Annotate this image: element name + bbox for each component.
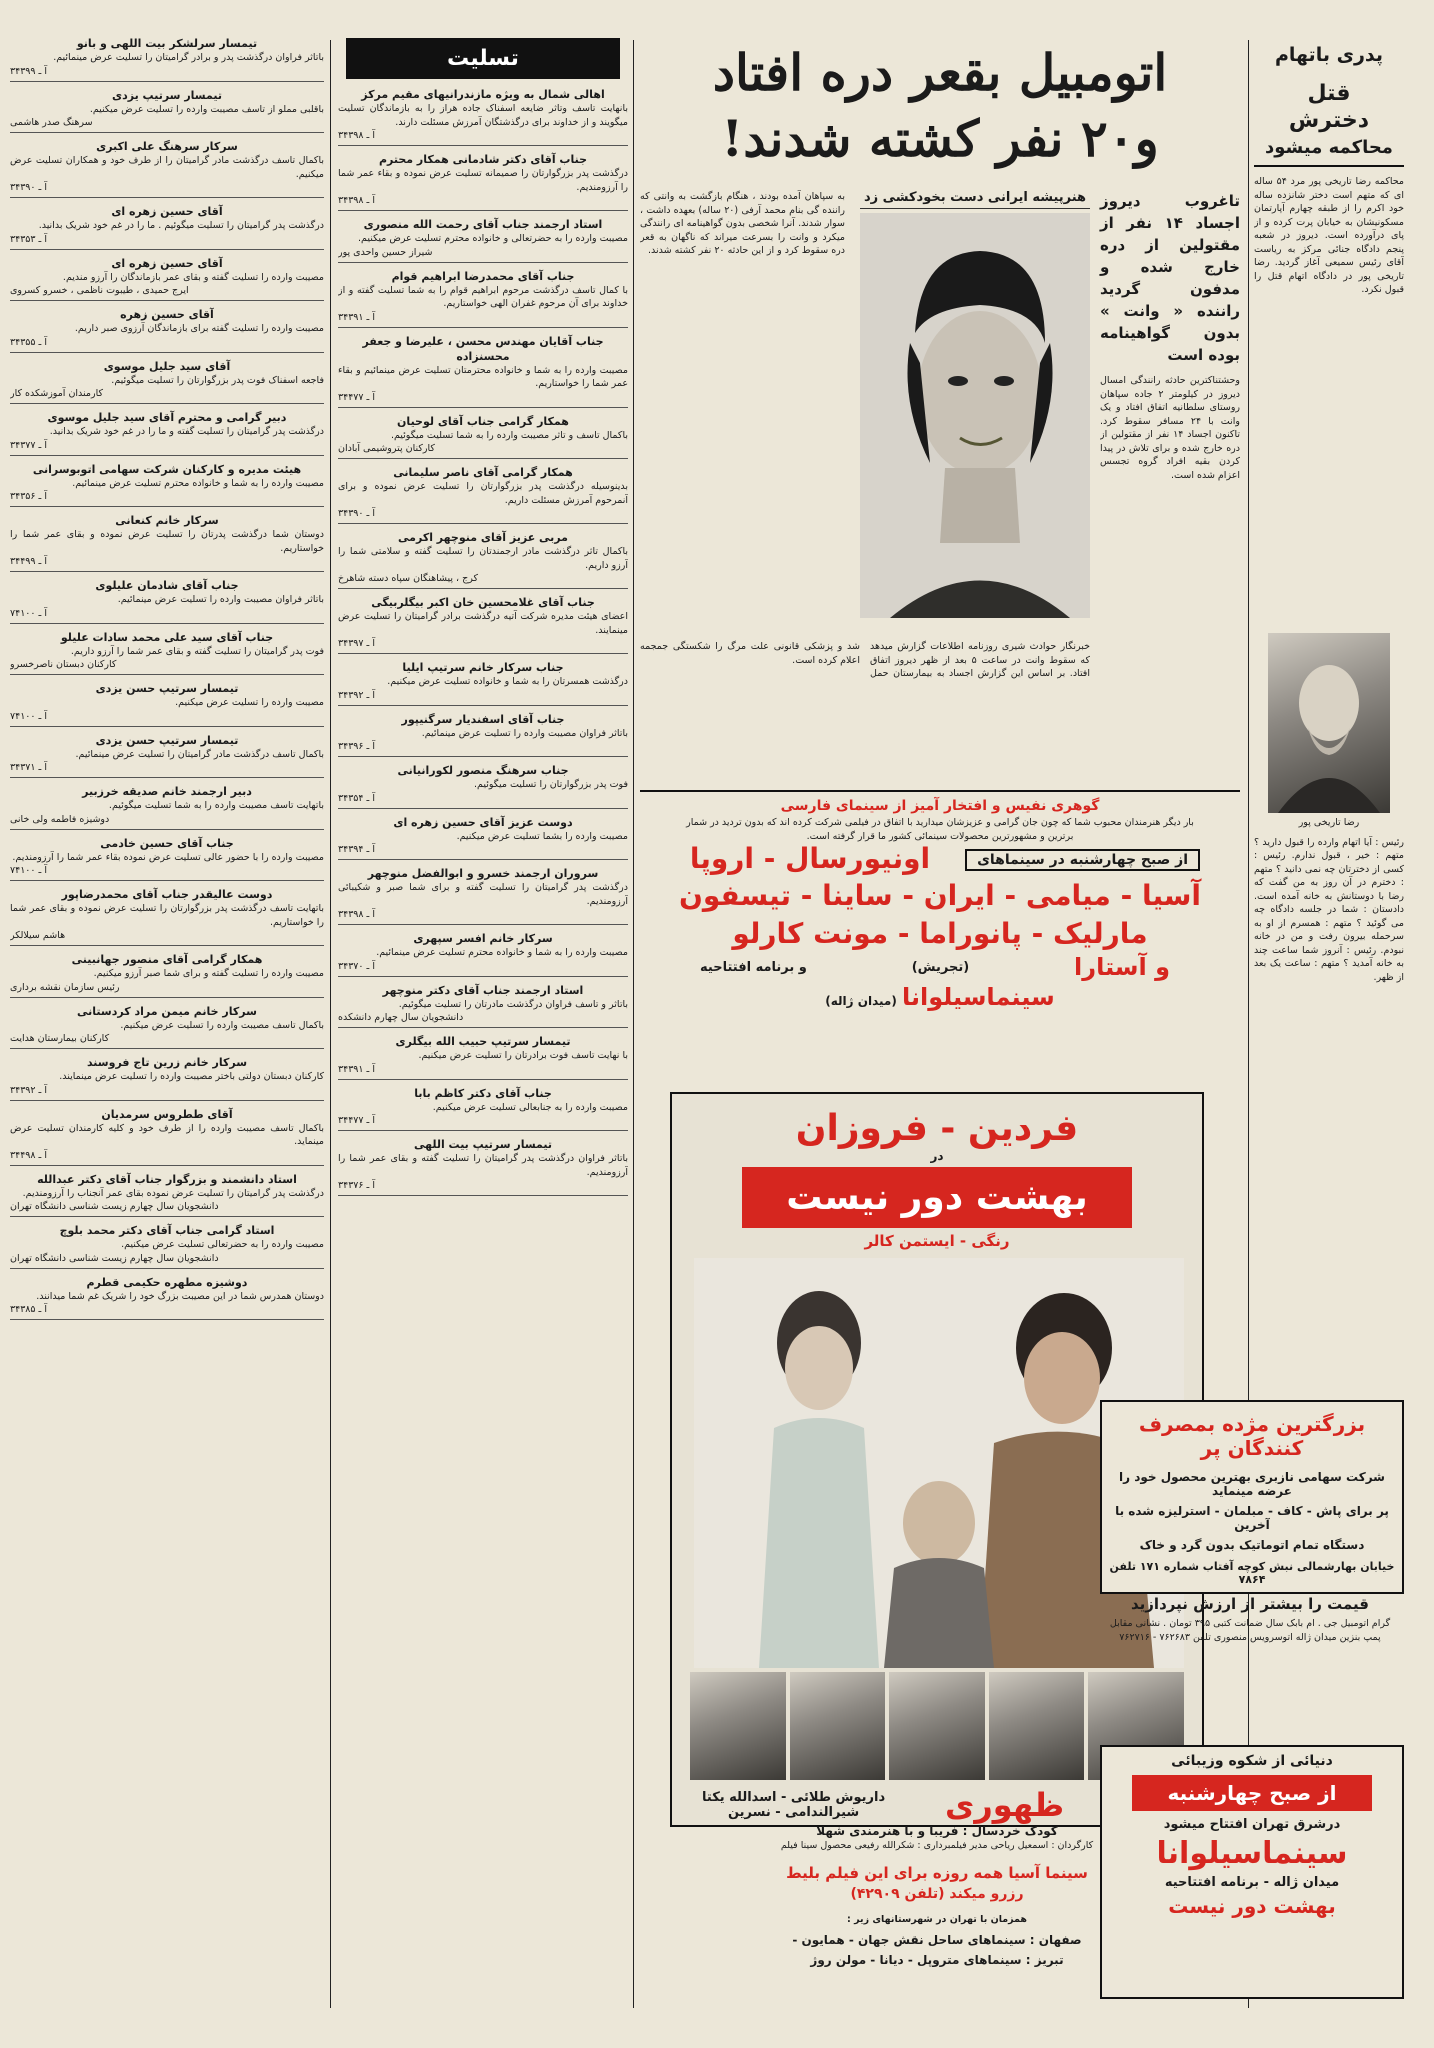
notice-title: جناب آقای دکتر کاظم بابا — [414, 1086, 552, 1100]
zhaleh-square: (میدان ژاله) — [825, 994, 897, 1008]
notice-body: دوستان همدرس شما در این مصیبت بزرگ خود را شریک غم شما میدانند. — [36, 1290, 324, 1302]
condolence-notice — [10, 359, 324, 405]
notice-signature: آ ـ ۳۴۳۹۰ — [338, 508, 375, 519]
left-column — [10, 36, 324, 2014]
notice-title: جناب آقای محمدرضا ابراهیم قوام — [391, 269, 575, 283]
cinemas-line-2: آسیا - میامی - ایران - ساینا - تیسفون — [678, 879, 1202, 912]
condolence-title: تسلیت — [346, 38, 620, 79]
notice-title: جناب آقایان مهندس محسن ، علیرضا و جعفر محسنزاده — [362, 334, 604, 363]
left-notice-list — [10, 36, 324, 1320]
notice-divider — [10, 880, 324, 881]
notice-divider — [10, 1048, 324, 1049]
notice-divider — [338, 924, 628, 925]
notice-body: باقلبی مملو از تاسف مصیبت وارده را تسلیت عرض میکنیم. — [89, 103, 324, 115]
notice-title: جناب آقای غلامحسین خان اکبر بیگلربیگی — [371, 596, 595, 609]
condolence-notice — [10, 784, 324, 830]
notice-body: باکمال تاسف و تاثر مصیبت وارده را به شما تسلیت میگوئیم. — [390, 429, 628, 441]
right-column — [1254, 36, 1404, 2014]
ad-intro-body: بار دیگر هنرمندان محبوب شما که چون جان گرامی و عزیزشان میدارید با اتفاق در فیلمی شرکت کرده اند که بدون تردید در شمار برترین و مشهورترین محصولات سینمائی کشور ما قرار گرفته است. — [686, 817, 1194, 842]
notice-divider — [338, 588, 628, 589]
notice-body: مصیبت وارده را تسلیت گفته و برای شما صبر آرزو میکنیم. — [93, 968, 324, 979]
notice-title: سرکار خانم زرین تاج فروسند — [86, 1056, 248, 1069]
notice-signature: دانشجویان سال چهارم زیست شناسی دانشگاه تهران — [10, 1201, 219, 1212]
notice-title: سرکار خانم میمن مراد کردستانی — [77, 1004, 257, 1018]
notice-title: جناب سرکار خانم سرتیپ ایلیا — [402, 661, 564, 674]
notice-signature: آ ـ ۳۴۳۹۸ — [338, 195, 375, 206]
condolence-notice — [338, 595, 628, 654]
silvana-row — [640, 983, 1240, 1011]
notice-signature: کارکنان دبستان ناصرخسرو — [10, 659, 117, 670]
notice-body: بانهایت تاسف وتاثر ضایعه اسفناک جاده هراز را به بازماندگان تسلیت میگویند و از خداوند برای درگذشتگان آمرزش مسئلت دارند. — [338, 103, 628, 128]
tajrish: (تجریش) — [911, 959, 970, 975]
notice-divider — [10, 197, 324, 198]
notice-divider — [338, 756, 628, 757]
condolence-notice — [10, 952, 324, 998]
notice-signature: آ ـ ۳۴۴۹۹ — [10, 556, 47, 567]
film-still — [989, 1672, 1085, 1780]
silvana-ad — [1100, 1745, 1404, 1999]
notice-divider — [338, 1130, 628, 1131]
notice-title: استاد ارجمند جناب آقای رحمت الله منصوری — [363, 218, 603, 231]
notice-signature: آ ـ ۳۴۳۷۶ — [338, 1180, 375, 1191]
right-headline-2: قتل — [1307, 80, 1351, 106]
notice-body: باتاثر فراوان درگذشت پدر و برادر گرامیتان را تسلیت عرض مینمائیم. — [53, 52, 324, 63]
notice-title: تیمسار سرتیپ حسن یزدی — [95, 682, 239, 695]
silvana-ad-line-2: از صبح چهارشنبه — [1132, 1775, 1372, 1811]
notice-signature: هاشم سیلالکر — [10, 930, 66, 941]
notice-title: دبیر گرامی و محترم آقای سید جلیل موسوی — [47, 411, 287, 424]
notice-title: جناب آقای اسفندیار سرگنیپور — [401, 712, 565, 726]
notice-body: دوستان شما درگذشت پدرتان را تسلیت عرض نموده و بقای عمر شما را خواستاریم. — [10, 529, 324, 554]
notice-divider — [10, 403, 324, 404]
notice-title: تیمسار سرتیپ یزدی — [112, 88, 222, 102]
notice-body: درگذشت پدر گرامیتان را تسلیت عرض نموده بقای عمر آنجناب را آرزومندیم. — [22, 1187, 324, 1199]
right-story-body-2: رئیس : آیا اتهام وارده را قبول دارید ؟ متهم : خیر ، قبول ندارم. رئیس : کسی از دخترتان چه نمی دانید ؟ متهم : دخترم در آن روز به من گفت که رضا با دوستانش به خانه آمده است. دادستان : شما در جلسه دادگاه چه می گوئید ؟ متهم : همسرم از او به سرحمله بیرون رفت و من در خانه نبودم. رئیس : آنروز شما ساعت چند به خانه آمدید ؟ متهم : ساعت یک بعد از ظهر. — [1254, 836, 1404, 983]
notice-divider — [338, 407, 628, 408]
column-rule — [633, 40, 634, 2008]
cinemas-line-1: اونیورسال - اروپا — [689, 842, 931, 875]
notice-body: مصیبت وارده را به شما و خانواده محترم تسلیت عرض مینمائیم. — [72, 477, 324, 489]
cast-child: کودک خردسال : فریبا و با هنرمندی شهلا — [816, 1824, 1058, 1838]
notice-body: درگذشت همسرتان را به شما و خانواده تسلیت عرض میکنیم. — [387, 676, 628, 687]
tabriz-cinemas: تبریز : سینماهای متروپل - دیانا - مولن روژ — [810, 1953, 1064, 1967]
notice-title: دبیر ارجمند خانم صدیقه خرزبیر — [82, 785, 252, 798]
cast-1: داریوش طلائی - اسدالله یکتا — [702, 1790, 886, 1805]
condolence-notice — [10, 681, 324, 727]
notice-title: جناب آقای حسین خادمی — [100, 836, 234, 850]
notice-divider — [10, 726, 324, 727]
notice-title: جناب آقای سید علی محمد سادات علیلو — [60, 630, 274, 644]
notice-title: هیئت مدیره و کارکنان شرکت سهامی اتوبوسرانی — [32, 462, 302, 476]
notice-signature: آ ـ ۳۴۳۵۴ — [338, 792, 375, 804]
condolence-notice — [10, 630, 324, 676]
notice-signature: دوشیزه فاطمه ولی خانی — [10, 813, 110, 825]
isfahan-cinemas: صفهان : سینماهای ساحل نقش جهان - همایون - — [792, 1933, 1082, 1947]
actress-photo — [860, 213, 1090, 618]
silvana-ad-line-4: سینماسیلوانا — [1156, 1836, 1348, 1871]
condolence-notice — [10, 836, 324, 882]
condolence-notice — [338, 269, 628, 328]
notice-title: اهالی شمال به ویژه مازندرانیهای مقیم مرکز — [361, 88, 605, 101]
notice-body: باتهایت تاسف درگذشت پدر بزرگوارتان را تسلیت عرض نموده و بقای عمر شما را خواستاریم. — [10, 903, 324, 928]
notice-title: تیمسار سرلشکر بیت اللهی و بانو — [76, 37, 258, 50]
car-ad — [1100, 1595, 1400, 1705]
condolence-list — [338, 87, 628, 1196]
notice-title: همکار گرامی آقای ناصر سلیمانی — [393, 466, 573, 479]
condolence-notice — [10, 410, 324, 456]
notice-body: فاجعه اسفناک فوت پدر بزرگوارتان را تسلیت میگوئیم. — [111, 374, 324, 386]
notice-divider — [10, 623, 324, 624]
notice-signature: شیراز حسین واحدی پور — [338, 246, 433, 258]
notice-body: باتاثر و تاسف فراوان درگذشت مادرتان را تسلیت میگوئیم. — [398, 998, 628, 1010]
cinemas-line-4: و آستارا — [1074, 953, 1170, 981]
notice-signature: آ ـ ۳۴۳۸۵ — [10, 1304, 47, 1315]
notice-divider — [10, 829, 324, 830]
column-rule — [330, 40, 331, 2008]
story-body-bottom: خبرنگار حوادث شیری روزنامه اطلاعات گزارش میدهد که سقوط وانت در ساعت ۵ بعد از ظهر دیروز اتفاق افتاد. بر اساس این گزارش اجساد به بیمارستان حمل شد و پزشکی قانونی علت مرگ را شکستگی جمجمه اعلام کرده است. — [640, 641, 1090, 679]
cast-names — [702, 1790, 885, 1820]
notice-title: آقای حسین زهره ای — [111, 256, 223, 270]
notice-title: آقای سید جلیل موسوی — [103, 359, 231, 373]
silvana-ad-line-3: درشرق تهران افتتاح میشود — [1163, 1817, 1341, 1832]
notice-body: مصیبت وارده را به شما و خانواده محترمتان تسلیت عرض مینمائیم و بقاء عمر شما را خواستاریم. — [338, 364, 628, 389]
condolence-notice — [10, 513, 324, 572]
notice-divider — [10, 571, 324, 572]
notice-body: مصیبت وارده را به حضرتعالی تسلیت عرض میکنیم. — [121, 1239, 324, 1250]
notice-divider — [10, 352, 324, 353]
notice-title: آقای حسین زهره — [120, 308, 214, 321]
notice-body: مصیبت وارده را به حضرتعالی و خانواده محترم تسلیت عرض میکنیم. — [358, 233, 628, 244]
notice-title: استاد ارجمند جناب آقای دکتر منوچهر — [382, 983, 584, 997]
notice-body: درگذشت پدر گرامیتان را تسلیت میگوئیم . ما را در غم خود شریک بدانید. — [38, 220, 324, 231]
silvana-ad-line-1: دنیائی از شکوه وزیبائی — [1171, 1753, 1333, 1769]
condolence-notice — [338, 1086, 628, 1132]
condolence-notice — [10, 36, 324, 82]
condolence-notice — [10, 733, 324, 779]
notice-body: مصیبت وارده را تسلیت گفته برای بازماندگان آرزوی صبر داریم. — [74, 323, 324, 334]
notice-body: بدینوسیله درگذشت پدر بزرگوارتان را تسلیت عرض نموده و برای آنمرحوم آمرزش مسئلت داریم. — [338, 481, 628, 506]
notice-signature: آ ـ ۳۴۳۹۸ — [338, 909, 375, 920]
notice-body: مصیبت وارده را به شما و خانواده محترم تسلیت عرض مینمائیم. — [376, 947, 628, 958]
notice-body: باتهایت تاسف مصیبت وارده را به شما تسلیت میگوئیم. — [108, 800, 324, 811]
story-body-right: وحشتناکترین حادثه رانندگی امسال دیروز در کیلومتر ۲ جاده سپاهان روستای سلطانیه اتفاق افتاد و یک وانت با ۲۴ مسافر سقوط کرد. تاکنون اجساد ۱۴ نفر از مقتولین از دره خارج شده و برای تلاش در پیدا کردن بقیه افراد گروه تجسس اعزام شده است. — [1100, 375, 1240, 481]
condolence-notice — [10, 1055, 324, 1101]
notice-divider — [338, 210, 628, 211]
notice-signature: آ ـ ۳۴۳۹۹ — [10, 65, 47, 77]
notice-signature: آ ـ ۳۴۳۷۱ — [10, 762, 47, 773]
silvana-ad-line-6: بهشت دور نیست — [1168, 1894, 1336, 1918]
notice-signature: آ ـ ۷۴۱۰۰ — [10, 710, 47, 722]
condolence-notice — [338, 152, 628, 211]
notice-signature: کارکنان پتروشیمی آبادان — [338, 443, 435, 454]
condolence-notice — [10, 1223, 324, 1269]
notice-body: باکمال تاسف مصیبت وارده را از طرف خود و کلیه کارمندان تسلیت عرض مینماید. — [10, 1122, 324, 1147]
notice-divider — [10, 506, 324, 507]
notice-divider — [10, 1165, 324, 1166]
pillow-ad-line-3: دستگاه تمام اتوماتیک بدون گرد و خاک — [1139, 1538, 1365, 1552]
notice-signature: آ ـ ۷۴۱۰۰ — [10, 607, 47, 619]
notice-signature: آ ـ ۳۴۳۹۲ — [10, 1084, 47, 1096]
portrait-icon — [1268, 633, 1390, 813]
condolence-notice — [338, 866, 628, 925]
notice-title: جناب سرهنگ منصور لکورانیانی — [397, 764, 569, 777]
cinemas-line-3: مارلیک - پانوراما - مونت کارلو — [732, 917, 1148, 950]
notice-divider — [338, 976, 628, 977]
film-still — [790, 1672, 886, 1780]
notice-divider — [338, 523, 628, 524]
notice-signature: رئیس سازمان نقشه برداری — [10, 981, 120, 993]
pillow-ad — [1100, 1400, 1404, 1594]
notice-title: جناب آقای شادمان علیلوی — [95, 579, 239, 592]
condolence-notice — [338, 1034, 628, 1080]
notice-title: دوست عالیقدر جناب آقای محمدرضاپور — [61, 888, 273, 901]
notice-divider — [338, 808, 628, 809]
notice-signature: آ ـ ۳۴۳۹۰ — [10, 182, 47, 193]
condolence-notice — [338, 465, 628, 524]
notice-signature: دانشجویان سال چهارم دانشکده — [338, 1012, 464, 1023]
condolence-notice — [10, 139, 324, 198]
notice-title: دوست عزیز آقای حسین زهره ای — [393, 815, 573, 829]
from-wednesday-box: از صبح چهارشنبه در سینماهای — [965, 849, 1200, 871]
photo-caption: رضا تاریخی پور — [1298, 817, 1360, 829]
notice-signature: کارمندان آموزشکده کار — [10, 388, 104, 399]
condolence-notice — [10, 578, 324, 624]
notice-divider — [338, 327, 628, 328]
subhead: تاغروب دیروز اجساد ۱۴ نفر از مقتولین از دره خارج شده و مدفون گردید راننده « وانت » بدون گواهینامه بوده است — [1100, 192, 1240, 364]
notice-signature: سرهنگ صدر هاشمی — [10, 117, 93, 128]
notice-title: سرکار خانم کنعانی — [115, 514, 219, 527]
notice-divider — [10, 455, 324, 456]
right-headline-4: محاکمه میشود — [1254, 137, 1404, 168]
notice-body: باکمال تاثر درگذشت مادر ارجمندتان را تسلیت گفته و سلامتی شما را آرزو داریم. — [338, 546, 628, 571]
zohouri: ظهوری — [945, 1786, 1065, 1824]
condolence-notice — [10, 887, 324, 946]
condolence-column — [338, 36, 628, 2014]
notice-body: مصیبت وارده را تسلیت عرض میکنیم. — [175, 697, 324, 708]
notice-signature: آ ـ ۳۴۴۷۷ — [338, 1115, 375, 1126]
notice-signature: آ ـ ۳۴۳۹۱ — [338, 1063, 375, 1075]
notice-divider — [10, 777, 324, 778]
notice-divider — [338, 859, 628, 860]
notice-divider — [10, 997, 324, 998]
defendant-photo — [1268, 633, 1390, 813]
pillow-ad-address: خیابان بهارشمالی نبش کوچه آفتاب شماره ۱۷۱ تلفن ۷۸۶۴ — [1109, 1560, 1395, 1586]
notice-divider — [10, 249, 324, 250]
asia-note: سینما آسیا همه روزه برای این فیلم بلیط — [786, 1864, 1088, 1882]
notice-signature: ایرج حمیدی ، طیبوت ناظمی ، خسرو کسروی — [10, 285, 189, 296]
notice-body: کارکنان دبستان دولتی باختر مصیبت وارده را تسلیت عرض مینمایند. — [59, 1071, 324, 1082]
notice-body: با نهایت تاسف فوت برادرتان را تسلیت عرض میکنیم. — [418, 1050, 628, 1061]
subhead-box — [1100, 190, 1240, 704]
notice-title: استاد گرامی جناب آقای دکتر محمد بلوچ — [59, 1224, 275, 1237]
simul-note: همزمان با تهران در شهرستانهای زیر : — [846, 1913, 1028, 1925]
notice-signature: آ ـ ۳۴۳۷۷ — [10, 439, 47, 451]
condolence-notice — [338, 87, 628, 146]
notice-body: فوت پدر گرامیتان را تسلیت گفته و بقای عمر شما را آرزو داریم. — [70, 645, 324, 657]
notice-signature: آ ـ ۳۴۴۷۷ — [338, 391, 375, 403]
actress-portrait-icon — [860, 213, 1090, 618]
condolence-notice — [338, 530, 628, 589]
notice-body: باکمال تاسف درگذشت مادر گرامیتان را از طرف خود و همکاران تسلیت عرض میکنیم. — [10, 155, 324, 180]
reserve-note: رزرو میکند (تلفن ۴۲۹۰۹) — [850, 1886, 1024, 1902]
condolence-notice — [10, 256, 324, 302]
notice-body: با کمال تاسف درگذشت مرحوم ابراهیم قوام را به شما تسلیت گفته و از خداوند برای آن مرحوم غفران الهی خواستاریم. — [338, 284, 628, 309]
film-still — [889, 1672, 985, 1780]
story-left-col — [640, 190, 845, 630]
notice-body: فوت پدر بزرگوارتان را تسلیت میگوئیم. — [473, 779, 628, 790]
notice-title: آقای ططروس سرمدیان — [101, 1107, 233, 1121]
notice-signature: آ ـ ۳۴۳۹۷ — [338, 638, 375, 649]
pillow-ad-line-1: شرکت سهامی نازبری بهترین محصول خود را عرضه مینماید — [1119, 1470, 1385, 1498]
notice-divider — [10, 1319, 324, 1320]
condolence-notice — [338, 334, 628, 408]
film-title: بهشت دور نیست — [742, 1167, 1132, 1228]
condolence-notice — [338, 931, 628, 977]
notice-divider — [338, 653, 628, 654]
column-rule — [1248, 40, 1249, 2008]
notice-divider — [338, 145, 628, 146]
notice-divider — [338, 262, 628, 263]
pillow-ad-title: بزرگترین مژده بمصرف کنندگان پر — [1138, 1412, 1366, 1460]
notice-signature: کارکنان بیمارستان هدایت — [10, 1033, 110, 1044]
condolence-notice — [338, 983, 628, 1029]
condolence-notice — [338, 763, 628, 809]
notice-body: مصیبت وارده را تسلیت گفته و بقای عمر بازماندگان را آرزو مندیم. — [62, 271, 324, 283]
notice-signature: آ ـ ۳۴۳۹۸ — [338, 130, 375, 141]
notice-body: مصیبت وارده را بشما تسلیت عرض میکنیم. — [456, 830, 628, 842]
condolence-notice — [338, 815, 628, 861]
notice-body: اعضای هیئت مدیره شرکت آتیه درگذشت برادر گرامیتان را تسلیت عرض مینمایند. — [338, 611, 628, 636]
notice-body: باکمال تاسف مصیبت وارده را تسلیت عرض میکنیم. — [120, 1019, 324, 1031]
notice-body: درگذشت پدر گرامیتان را تسلیت گفته و برای شما صبر و شکیبائی آرزومندیم. — [338, 882, 628, 907]
notice-body: درگذشت پدر گرامیتان را تسلیت گفته و ما را در غم خود شریک بدانید. — [49, 426, 324, 437]
notice-divider — [338, 1079, 628, 1080]
silvana-ad-line-5: میدان ژاله - برنامه افتتاحیه — [1164, 1875, 1340, 1890]
condolence-notice — [10, 307, 324, 353]
notice-signature: آ ـ ۳۴۳۹۱ — [338, 311, 375, 323]
notice-divider — [338, 705, 628, 706]
notice-signature: آ ـ ۳۴۴۹۸ — [10, 1149, 47, 1161]
notice-divider — [10, 132, 324, 133]
notice-body: مصیبت وارده را با حضور عالی تسلیت عرض نموده بقاء عمر شما را آرزومندیم. — [12, 851, 324, 863]
opening-program: و برنامه افتتاحیه — [700, 959, 807, 975]
condolence-notice — [10, 1275, 324, 1321]
main-headline-2: و۲۰ نفر کشته شدند! — [721, 109, 1159, 168]
notice-divider — [10, 1100, 324, 1101]
notice-title: تیمسار سرتیپ حسن یزدی — [95, 733, 239, 747]
car-ad-body: گرام اتومبیل جی . ام بابک سال ضمانت کتبی ۳۹۵ تومان . نشانی مقابل پمپ بنزین میدان ژاله اتوسرویس منصوری تلفن ۷۶۲۶۸۳ - ۷۶۲۷۱۶ — [1109, 1618, 1391, 1643]
notice-signature: آ ـ ۷۴۱۰۰ — [10, 865, 47, 876]
notice-divider — [10, 674, 324, 675]
condolence-notice — [10, 462, 324, 508]
notice-title: آقای حسین زهره ای — [111, 205, 223, 218]
film-dar: در — [930, 1149, 944, 1163]
notice-title: تیمسار سرتیپ حبیب الله بیگلری — [395, 1035, 571, 1048]
film-still — [690, 1672, 786, 1780]
notice-title: مربی عزیز آقای منوچهر اکرمی — [398, 531, 568, 544]
condolence-notice — [10, 1107, 324, 1166]
notice-signature: آ ـ ۳۴۳۹۶ — [338, 741, 375, 752]
right-headline-3: دخترش — [1288, 108, 1370, 134]
condolence-notice — [10, 1172, 324, 1218]
notice-title: سرکار سرهنگ علی اکبری — [96, 140, 238, 153]
film-crew: کارگردان : اسمعیل ریاحی مدیر فیلمبرداری : شکرالله رفیعی محصول سینا فیلم — [780, 1839, 1094, 1851]
cinemas-row-4 — [640, 953, 1240, 981]
notice-signature: کرج ، پیشاهنگان سپاه دسته شاهرخ — [338, 573, 479, 584]
notice-signature: آ ـ ۳۴۳۵۳ — [10, 233, 47, 245]
notice-divider — [338, 458, 628, 459]
notice-title: دوشیزه مطهره حکیمی قطرم — [86, 1275, 248, 1289]
notice-signature: آ ـ ۳۴۳۹۲ — [338, 689, 375, 701]
story-body-left: به سپاهان آمده بودند ، هنگام بازگشت به وانتی که راننده گی بنام محمد آرفی (۲۰ ساله) بعهده داشت ، سوار شدند. آنرا شخصی بدون گواهینامه ای رانندگی میکرد و وانت را بسرعت میراند که ناگهان به قعر دره سقوط کرد و از این حادثه ۲۰ نفر کشته شدند. — [640, 191, 845, 256]
notice-body: مصیبت وارده را به جنابعالی تسلیت عرض میکنیم. — [432, 1101, 628, 1113]
notice-divider — [10, 81, 324, 82]
ad-intro: گوهری نفیس و افتخار آمیز از سینمای فارسی — [780, 798, 1100, 814]
notice-title: تیمسار سرتیپ بیت اللهی — [413, 1138, 553, 1151]
condolence-notice — [338, 217, 628, 263]
condolence-notice — [338, 660, 628, 706]
film-stars: فردین - فروزان — [795, 1108, 1079, 1149]
condolence-notice — [10, 204, 324, 250]
notice-divider — [10, 1268, 324, 1269]
notice-divider — [338, 1195, 628, 1196]
notice-signature: آ ـ ۳۴۳۵۵ — [10, 336, 47, 348]
notice-body: باتاثر فراوان مصیبت وارده را تسلیت عرض مینمائیم. — [117, 594, 324, 605]
notice-title: جناب آقای دکتر شادمانی همکار محترم — [378, 153, 588, 166]
notice-title: سرکار خانم افسر سپهری — [413, 932, 553, 945]
condolence-notice — [338, 1137, 628, 1196]
notice-title: همکار گرامی جناب آقای لوحیان — [397, 414, 569, 428]
notice-title: همکار گرامی آقای منصور جهانبینی — [71, 953, 263, 966]
notice-body: باکمال تاسف درگذشت مادر گرامیتان را تسلیت عرض مینمائیم. — [75, 748, 324, 760]
photo-block — [860, 190, 1090, 630]
notice-divider — [10, 300, 324, 301]
film-color: رنگی - ایستمن کالر — [864, 1232, 1010, 1250]
notice-divider — [10, 945, 324, 946]
pillow-ad-line-2: پر برای پاش - کاف - مبلمان - استرلیزه شده با آخرین — [1115, 1504, 1389, 1532]
notice-body: باتاثر فراوان درگذشت پدر گرامیتان را تسلیت گفته و بقای عمر شما را آرزومندیم. — [338, 1153, 628, 1178]
condolence-notice — [338, 414, 628, 460]
notice-body: باتاثر فراوان مصیبت وارده را تسلیت عرض مینمائیم. — [421, 727, 628, 739]
car-ad-title: قیمت را بیشتر از ارزش نپردازید — [1131, 1595, 1369, 1613]
notice-signature: آ ـ ۳۴۳۵۶ — [10, 491, 47, 502]
notice-body: درگذشت پدر بزرگوارتان را صمیمانه تسلیت عرض نموده و بقاء عمر شما را آرزومندیم. — [338, 168, 628, 193]
right-headline-1: پدری باتهام — [1274, 44, 1384, 66]
right-story-body: محاکمه رضا تاریخی پور مرد ۵۴ ساله ای که متهم است دختر شانزده ساله خود اکرم را از طبقه چهارم آپارتمان مسکونیشان به خیابان پرت کرده و از پای درآورده است. دیروز در شعبه پنجم دادگاه جنائی مرکز به ریاست آقای رئیس سمیعی آغاز گردید. رضا تاریخی پور در دادگاه اتهام قتل را قبول نکرد. — [1254, 176, 1404, 296]
notice-signature: دانشجویان سال چهارم زیست شناسی دانشگاه تهران — [10, 1252, 219, 1264]
main-story — [640, 40, 1240, 780]
notice-title: سروران ارجمند خسرو و ابوالفضل منوچهر — [367, 867, 599, 880]
notice-divider — [10, 1216, 324, 1217]
notice-signature: آ ـ ۳۴۳۷۰ — [338, 960, 375, 972]
condolence-notice — [10, 1004, 324, 1050]
condolence-notice — [10, 88, 324, 134]
cast-2: شیرالندامی - نسرین — [727, 1805, 860, 1820]
cinema-silvana: سینماسیلوانا — [901, 983, 1055, 1011]
notice-signature: آ ـ ۳۴۳۹۴ — [338, 844, 375, 855]
photo-title: هنرپیشه ایرانی دست بخودکشی زد — [860, 190, 1090, 209]
condolence-notice — [338, 712, 628, 758]
notice-divider — [338, 1027, 628, 1028]
main-headline: اتومبیل بقعر دره افتاد — [712, 43, 1168, 102]
notice-title: استاد دانشمند و بزرگوار جناب آقای دکتر عبدالله — [37, 1172, 297, 1186]
